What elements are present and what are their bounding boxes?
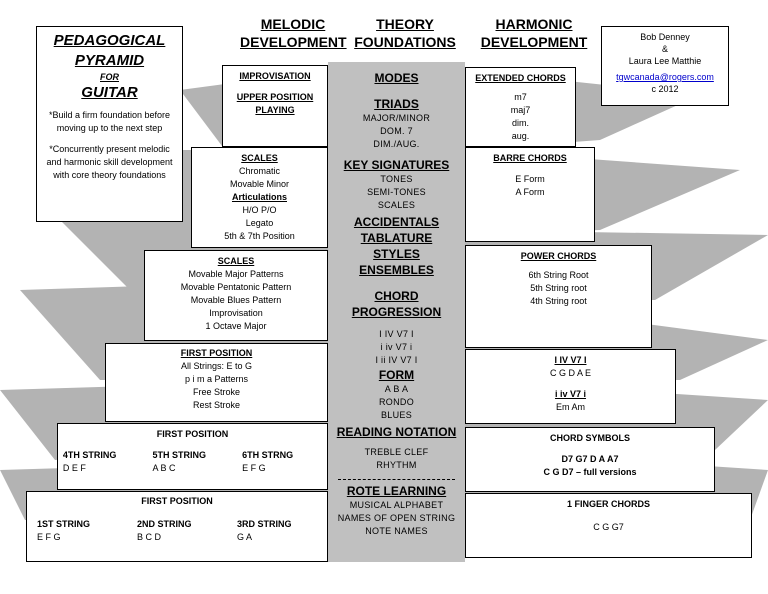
symbols-line1: D7 G7 D A A7 [561,454,619,464]
first1-line4: Rest Stroke [192,400,241,410]
first3-col2-notes: B C D [137,532,162,542]
chord-title: CHORD [374,289,419,303]
scales1-line5: Legato [245,218,274,228]
form-sub2: RONDO [379,397,414,407]
scales2-title: SCALES [217,256,255,266]
first3-col1 [37,518,117,544]
title-note2: *Concurrently present melodic and harmonic skill development with core theory foundations [46,144,173,180]
theory-divider [338,479,455,480]
scales2-line5: 1 Octave Major [205,321,267,331]
first2-col3-notes: E F G [242,463,266,473]
theory-header-line2: FOUNDATIONS [354,34,456,50]
scales1-line4: H/O P/O [242,205,277,215]
ensembles-title: ENSEMBLES [359,263,434,277]
hprog-line1: I IV V7 I [554,355,587,365]
rote-learning-title: ROTE LEARNING [346,484,447,498]
scales-box-2 [144,250,328,341]
title-line2: PYRAMID [74,52,145,69]
keysig-sub1: TONES [380,174,413,184]
scales1-line3: Articulations [231,192,287,202]
keysig-sub2: SEMI-TONES [367,187,426,197]
hprog-line3: i iv V7 i [554,389,587,399]
scales1-line2: Movable Minor [229,179,290,189]
prog-sub2: i iv V7 i [380,342,413,352]
first-position-box-2 [57,423,328,490]
first3-col2-heading: 2ND STRING [137,519,192,529]
title-line1: PEDAGOGICAL [53,32,166,49]
rote-sub1: MUSICAL ALPHABET [349,500,444,510]
scales1-title: SCALES [241,153,278,163]
barre-line1: E Form [515,174,545,184]
triads-sub2: DOM. 7 [380,126,413,136]
harmonic-header [480,15,588,51]
barre-line2: A Form [515,187,545,197]
extended-chords-box [465,67,576,147]
power-line2: 5th String root [530,283,587,293]
first3-strings [27,518,327,544]
first2-col2 [152,449,232,475]
title-box [36,26,183,222]
improvisation-title: IMPROVISATION [239,71,311,81]
first2-col1 [63,449,143,475]
first3-col1-notes: E F G [37,532,61,542]
first2-col3 [242,449,322,475]
reading-sub2: RHYTHM [376,460,417,470]
author-box [601,26,729,106]
first2-strings [58,449,327,475]
author-amp: & [661,44,668,54]
first2-col1-notes: D E F [62,463,86,473]
triads-title: TRIADS [374,97,419,111]
scales-box-1 [191,147,328,248]
first2-col1-heading: 4TH STRING [62,450,117,460]
title-line4: GUITAR [81,84,138,101]
improvisation-box [222,65,328,147]
reading-notation-title: READING NOTATION [336,425,457,439]
first2-col3-heading: 6TH STRNG [242,450,294,460]
modes-title: MODES [374,71,419,85]
one-finger-chords-box [465,493,752,558]
first3-title: FIRST POSITION [141,496,213,506]
harmonic-header-line2: DEVELOPMENT [480,34,588,50]
extended-line4: aug. [511,131,530,141]
extended-line1: m7 [514,92,527,102]
form-sub1: A B A [384,384,409,394]
scales1-line1: Chromatic [238,166,280,176]
theory-header [352,15,458,51]
first-position-box-3 [26,491,328,562]
hprog-line2: C G D A E [549,368,591,378]
upper-position-title: UPPER POSITION [236,92,314,102]
first2-title: FIRST POSITION [156,429,229,439]
hprog-line4: Em Am [555,402,585,412]
triads-sub3: DIM./AUG. [373,139,420,149]
styles-title: STYLES [373,247,420,261]
power-line1: 6th String Root [528,270,589,280]
harmonic-header-line1: HARMONIC [495,16,573,32]
prog-sub3: I ii IV V7 I [375,355,418,365]
extended-line3: dim. [511,118,529,128]
progression-chords-box [465,349,676,424]
one-finger-title: 1 FINGER CHORDS [566,499,650,509]
scales2-line3: Movable Blues Pattern [190,295,282,305]
melodic-header-line2: DEVELOPMENT [240,34,347,50]
progression-title: PROGRESSION [351,305,442,319]
first1-line2: p i m a Patterns [184,374,249,384]
power-chords-box [465,245,652,348]
first3-col3 [237,518,317,544]
first3-col2 [137,518,217,544]
reading-sub1: TREBLE CLEF [364,447,429,457]
extended-title: EXTENDED CHORDS [475,73,566,83]
playing-title: PLAYING [255,105,295,115]
power-line3: 4th String root [530,296,587,306]
first3-col3-heading: 3RD STRING [237,519,292,529]
first3-col3-notes: G A [237,532,253,542]
scales2-line1: Movable Major Patterns [188,269,284,279]
symbols-title: CHORD SYMBOLS [549,433,630,443]
first2-col2-notes: A B C [152,463,176,473]
theory-content [328,70,465,538]
symbols-line2: C G D7 – full versions [543,467,637,477]
form-title: FORM [378,368,415,382]
melodic-header [240,15,346,51]
rote-sub3: NOTE NAMES [365,526,428,536]
author-name1: Bob Denney [640,32,690,42]
barre-title: BARRE CHORDS [493,153,567,163]
keysig-sub3: SCALES [377,200,416,210]
first2-col2-heading: 5TH STRING [152,450,206,460]
chord-symbols-box [465,427,715,492]
first1-title: FIRST POSITION [180,348,253,358]
email-link[interactable]: tgwcanada@rogers.com [616,72,714,82]
author-name2: Laura Lee Matthie [628,56,702,66]
power-title: POWER CHORDS [520,251,597,261]
rote-sub2: NAMES OF OPEN STRING [337,513,456,523]
scales1-line6: 5th & 7th Position [224,231,295,241]
first1-line1: All Strings: E to G [180,361,253,371]
barre-chords-box [465,147,595,242]
accidentals-title: ACCIDENTALS [353,215,440,229]
theory-header-line1: THEORY [376,16,434,32]
tablature-title: TABLATURE [360,231,433,245]
title-line3: FOR [100,72,119,82]
scales2-line4: Improvisation [209,308,263,318]
melodic-header-line1: MELODIC [260,16,326,32]
copyright: c 2012 [651,84,679,94]
first1-line3: Free Stroke [192,387,241,397]
extended-line2: maj7 [510,105,531,115]
form-sub3: BLUES [380,410,412,420]
one-finger-line1: C G G7 [593,522,624,532]
first-position-box-1 [105,343,328,422]
title-note1: *Build a firm foundation before moving up to the next step [48,110,171,133]
key-signatures-title: KEY SIGNATURES [343,158,450,172]
first3-col1-heading: 1ST STRING [37,519,91,529]
scales2-line2: Movable Pentatonic Pattern [180,282,292,292]
triads-sub1: MAJOR/MINOR [362,113,431,123]
prog-sub1: I IV V7 I [379,329,414,339]
